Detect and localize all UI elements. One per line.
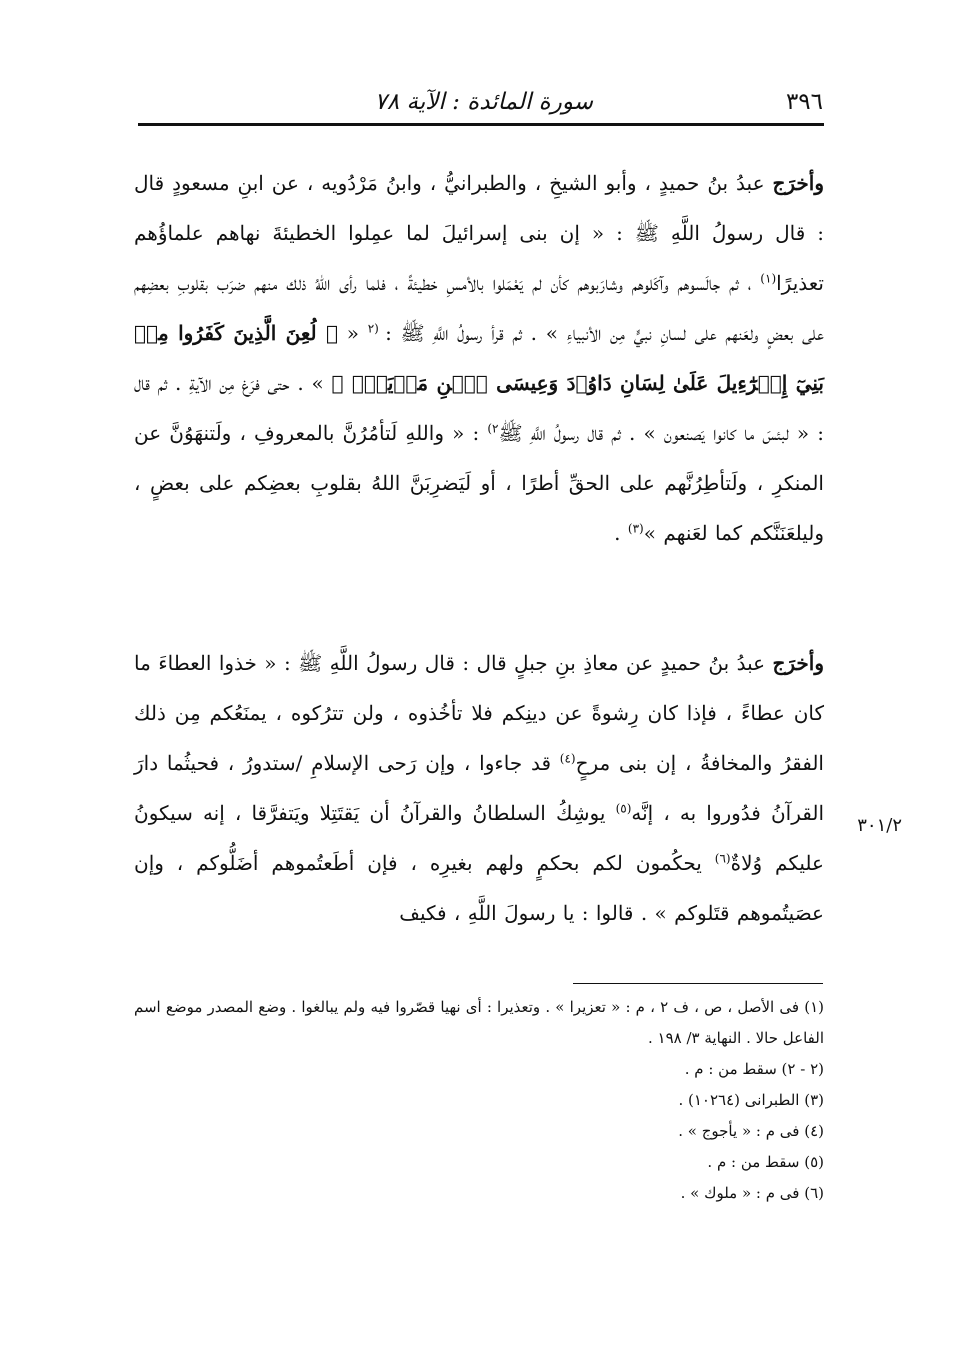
paragraph-text: «: [337, 321, 368, 345]
paragraph-text: : « واللهِ لَتأمُرُنَّ بالمعروفِ ، ولَتنهَوُنَّ عن المنكرِ ، ولَتأطِرُنَّهم على الحقِّ أطرًا ، أو لَيَضرِبَنَّ اللهُ بقلوبِ بعضِكم على بعضٍ ، وليلعَنَنَّكم كما لعَنهم »: [134, 421, 824, 545]
footnote-item: (٤) فى م : « يأجوج » .: [678, 1122, 824, 1140]
paragraph-text: عبدُ بنُ حميدٍ عن معاذِ بنِ جبلٍ قال : قال رسولُ اللَّهِ ﷺ : « خذوا العطاءَ ما كان عطاءً ، فإذا كان رِشوةً عن دينِكم فلا تأخُذوه ، ولن تترُكوه ، يمنَعُكم مِن ذلك الفقرُ والمخافةُ ، إن بنى مرحٍ: [134, 651, 824, 775]
quran-verse: ﴿ لُعِنَ الَّذِينَ كَفَرُوا مِنۢ بَنِيٓ إِسۡرَٰٓءِيلَ عَلَىٰ لِسَانِ دَاوُۥدَ وَعِيسَى ٱبۡنِ مَرۡيَمَۚ ﴾: [134, 321, 824, 395]
paragraph-1: [134, 158, 824, 628]
footnote-marker: (٦): [714, 851, 731, 866]
footnote-item: (١) فى الأصل ، ص ، ف ٢ ، م : « تعزيرا » . وتعذيرا : أى نهيا قصّروا فيه ولم يبالغوا . وضع المصدر موضع اسم الفاعل حالا . النهاية ٣/ ١٩٨ .: [134, 998, 825, 1047]
footnote-marker: (١): [760, 271, 777, 286]
footnote-marker: (٥): [615, 801, 632, 816]
running-title: سورة المائدة : الآية ٧٨: [374, 89, 593, 115]
footnote-item: (٣) الطبرانى (١٠٢٦٤) .: [678, 1091, 824, 1109]
paragraph-lead-word: وأخرَج: [772, 651, 824, 675]
paragraph-text: يوشِكُ السلطانُ والقرآنُ أن يَقتَتِلا ويَتفرَّقا ، إنه سيكونُ عليكم وُلاةٌ: [134, 801, 824, 875]
footnote-item: (٥) سقط من : م .: [707, 1153, 824, 1171]
page-number: ٣٩٦: [785, 89, 823, 115]
paragraph-lead-word: وأخرَج: [772, 171, 824, 195]
paragraph-text: يحكُمون لكم بحكمٍ ولهم بغيرِه ، فإن أطَعتُموهم أضَلُّوكم ، وإن عصَيتُموهم قتَلوكم » . قالوا : يا رسولَ اللَّهِ ، فكيف: [134, 851, 824, 925]
footnotes: [134, 992, 824, 1209]
header-rule: [138, 123, 824, 126]
paragraph-text: عبدُ بنُ حميدٍ ، وأبو الشيخِ ، والطبرانيُّ ، وابنُ مَرْدُويه ، عن ابنِ مسعودٍ قال : قال رسولُ اللَّهِ ﷺ : « إن بنى إسرائيلَ لما عمِلوا الخطيئةَ نهاهم علماؤُهم تعذيرًا: [134, 171, 824, 295]
footnote-marker: (٤): [559, 751, 576, 766]
footnote-marker: (٣): [627, 521, 644, 536]
paragraph-text: ، ثم جالَسوهم وآكَلوهم وشارَبوهم كأن لم يَعْمَلوا بالأمسِ خطيئةً ، فلما رأى اللهُ ذلك منهم ضرَب بقلوبِ بعضِهم على بعضٍ ولعَنهم على لسانِ نبيٍّ مِن الأنبياءِ » . ثم قرأ رسولُ اللَّهِ ﷺ :: [134, 271, 824, 345]
paragraph-text: .: [614, 521, 628, 545]
paragraph-2: [134, 638, 824, 948]
footnote-rule: [573, 983, 823, 984]
footnote-item: (٢ - ٢) سقط من : م .: [684, 1060, 824, 1078]
page-header: [140, 82, 823, 122]
margin-reference: ٣٠١/٢: [857, 815, 902, 836]
paragraph-text: قد جاءوا ، وإن رَحى الإسلامِ /ستدورُ ، فحيثُما دارَ القرآنُ فدُوروا به ، إنَّه: [134, 751, 825, 825]
footnote-item: (٦) فى م : « ملوك » .: [680, 1184, 824, 1202]
paragraph-text: » . حتى فرَغ مِن الآيةِ . ثم قال : « لبئسَ ما كانوا يَصنعون » . ثم قال رسولُ اللَّهِ ﷺ: [134, 371, 824, 445]
footnote-marker: ٢): [487, 421, 499, 436]
footnote-marker: (٢: [367, 321, 386, 336]
